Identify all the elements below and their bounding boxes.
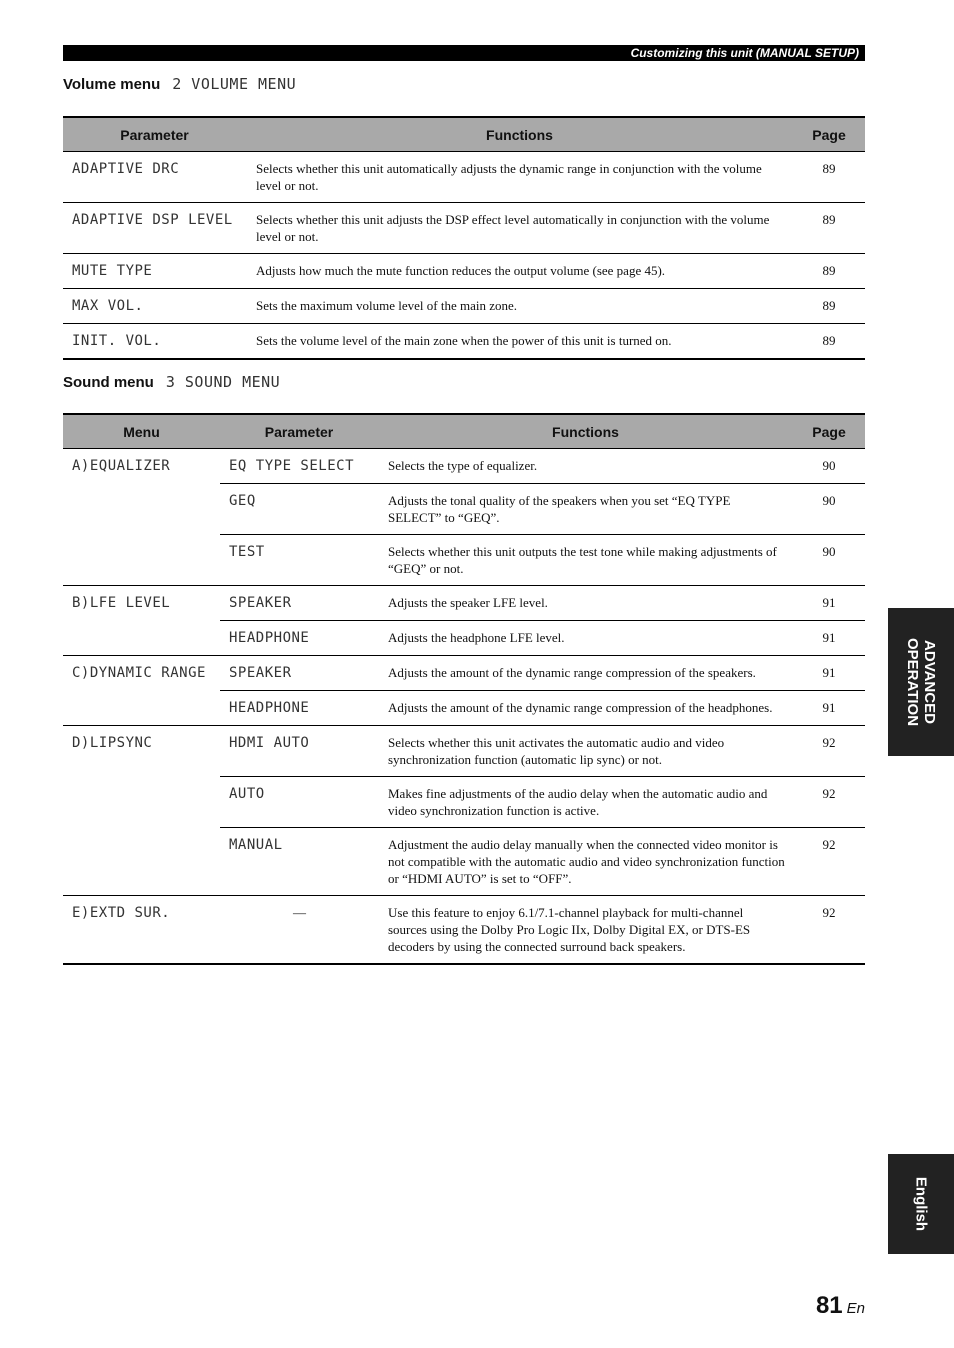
menu-name: B)LFE LEVEL: [72, 595, 171, 611]
parameter-name: MAX VOL.: [72, 298, 144, 314]
page-lang-code: En: [846, 1300, 865, 1317]
functions-cell: Selects whether this unit automatically adjusts the dynamic range in conjunction with the volume level or not.: [246, 152, 793, 203]
col-header-parameter: Parameter: [220, 414, 378, 449]
functions-cell: Adjusts the tonal quality of the speakers when you set “EQ TYPE SELECT” to “GEQ”.: [378, 484, 793, 535]
parameter-cell: [220, 691, 378, 726]
volume-menu-lcd: 2 VOLUME MENU: [172, 75, 297, 93]
parameter-name: —: [293, 905, 306, 920]
parameter-cell: [63, 254, 246, 289]
parameter-cell: [220, 586, 378, 621]
page-cell: 92: [793, 777, 865, 828]
side-tab-language-label: English: [912, 1176, 930, 1232]
page-cell: 90: [793, 535, 865, 586]
table-row: [63, 203, 865, 254]
col-header-parameter: Parameter: [63, 117, 246, 152]
parameter-name: HDMI AUTO: [229, 735, 310, 751]
functions-cell: Selects the type of equalizer.: [378, 449, 793, 484]
menu-name: A)EQUALIZER: [72, 458, 171, 474]
parameter-cell: [63, 289, 246, 324]
parameter-cell: [220, 484, 378, 535]
functions-cell: Adjusts the speaker LFE level.: [378, 586, 793, 621]
parameter-cell: [63, 152, 246, 203]
sound-menu-title: [63, 373, 280, 391]
parameter-name: ADAPTIVE DRC: [72, 161, 180, 177]
functions-cell: Selects whether this unit activates the automatic audio and video synchronization function (automatic lip sync) or not.: [378, 726, 793, 777]
parameter-cell: [220, 777, 378, 828]
functions-cell: Adjusts the amount of the dynamic range compression of the speakers.: [378, 656, 793, 691]
running-header: [63, 45, 865, 61]
page-cell: 92: [793, 726, 865, 777]
page-cell: 91: [793, 621, 865, 656]
parameter-name: HEADPHONE: [229, 630, 310, 646]
parameter-cell: [220, 621, 378, 656]
functions-cell: Adjusts the amount of the dynamic range compression of the headphones.: [378, 691, 793, 726]
volume-menu-title: [63, 75, 296, 93]
page-number-value: 81: [815, 1292, 843, 1319]
table-row: [63, 449, 865, 484]
menu-name: D)LIPSYNC: [72, 735, 153, 751]
table-header-row: [63, 117, 865, 152]
page-cell: 89: [793, 203, 865, 254]
sound-menu-lcd: 3 SOUND MENU: [165, 373, 281, 391]
menu-cell: [63, 586, 220, 656]
functions-cell: Adjusts how much the mute function reduces the output volume (see page 45).: [246, 254, 793, 289]
table-row: [63, 896, 865, 965]
table-row: [63, 586, 865, 621]
table-row: [63, 289, 865, 324]
volume-menu-label: Volume menu: [63, 76, 161, 93]
menu-cell: [63, 449, 220, 586]
page-cell: 90: [793, 449, 865, 484]
table-row: [63, 152, 865, 203]
page-cell: 92: [793, 896, 865, 965]
table-row: [63, 656, 865, 691]
parameter-name: MANUAL: [229, 837, 283, 853]
functions-cell: Adjustment the audio delay manually when the connected video monitor is not compatible with the automatic audio and video synchronization function or “HDMI AUTO” is set to “OFF”.: [378, 828, 793, 896]
col-header-functions: Functions: [378, 414, 793, 449]
parameter-name: SPEAKER: [229, 665, 292, 681]
table-row: [63, 726, 865, 777]
menu-name: C)DYNAMIC RANGE: [72, 665, 206, 681]
table-row: [63, 254, 865, 289]
menu-cell: [63, 656, 220, 726]
parameter-cell: [220, 656, 378, 691]
parameter-cell: [63, 203, 246, 254]
functions-cell: Sets the volume level of the main zone when the power of this unit is turned on.: [246, 324, 793, 360]
parameter-cell: [220, 726, 378, 777]
functions-cell: Adjusts the headphone LFE level.: [378, 621, 793, 656]
running-title: Customizing this unit (MANUAL SETUP): [630, 46, 859, 60]
side-tab-section: [888, 608, 954, 756]
table-header-row: [63, 414, 865, 449]
col-header-page: Page: [793, 117, 865, 152]
page-cell: 92: [793, 828, 865, 896]
parameter-name: HEADPHONE: [229, 700, 310, 716]
sound-menu-table: [63, 413, 865, 965]
volume-menu-table: [63, 116, 865, 360]
parameter-cell: [220, 449, 378, 484]
parameter-name: ADAPTIVE DSP LEVEL: [72, 212, 233, 228]
col-header-page: Page: [793, 414, 865, 449]
side-tab-section-label: ADVANCED OPERATION: [904, 637, 938, 727]
page-cell: 89: [793, 324, 865, 360]
page-cell: 91: [793, 586, 865, 621]
parameter-cell: [220, 896, 378, 965]
functions-cell: Use this feature to enjoy 6.1/7.1-channel playback for multi-channel sources using the Dolby Pro Logic IIx, Dolby Digital EX, or DTS-ES decoders by using the connected surround back speakers.: [378, 896, 793, 965]
menu-cell: [63, 726, 220, 896]
side-tab-language: [888, 1154, 954, 1254]
parameter-name: EQ TYPE SELECT: [229, 458, 355, 474]
parameter-cell: [220, 535, 378, 586]
page-cell: 91: [793, 691, 865, 726]
page-cell: 91: [793, 656, 865, 691]
functions-cell: Selects whether this unit outputs the test tone while making adjustments of “GEQ” or not.: [378, 535, 793, 586]
page-cell: 89: [793, 152, 865, 203]
page-cell: 90: [793, 484, 865, 535]
parameter-cell: [220, 828, 378, 896]
parameter-name: MUTE TYPE: [72, 263, 153, 279]
parameter-cell: [63, 324, 246, 360]
functions-cell: Selects whether this unit adjusts the DSP effect level automatically in conjunction with the volume level or not.: [246, 203, 793, 254]
parameter-name: SPEAKER: [229, 595, 292, 611]
page-cell: 89: [793, 254, 865, 289]
parameter-name: GEQ: [229, 493, 256, 509]
functions-cell: Sets the maximum volume level of the main zone.: [246, 289, 793, 324]
functions-cell: Makes fine adjustments of the audio delay when the automatic audio and video synchronization function is active.: [378, 777, 793, 828]
page-number: [816, 1292, 865, 1320]
page-cell: 89: [793, 289, 865, 324]
parameter-name: TEST: [229, 544, 265, 560]
col-header-menu: Menu: [63, 414, 220, 449]
parameter-name: INIT. VOL.: [72, 333, 162, 349]
sound-menu-label: Sound menu: [63, 374, 154, 391]
menu-cell: [63, 896, 220, 965]
table-row: [63, 324, 865, 360]
col-header-functions: Functions: [246, 117, 793, 152]
parameter-name: AUTO: [229, 786, 265, 802]
menu-name: E)EXTD SUR.: [72, 905, 171, 921]
